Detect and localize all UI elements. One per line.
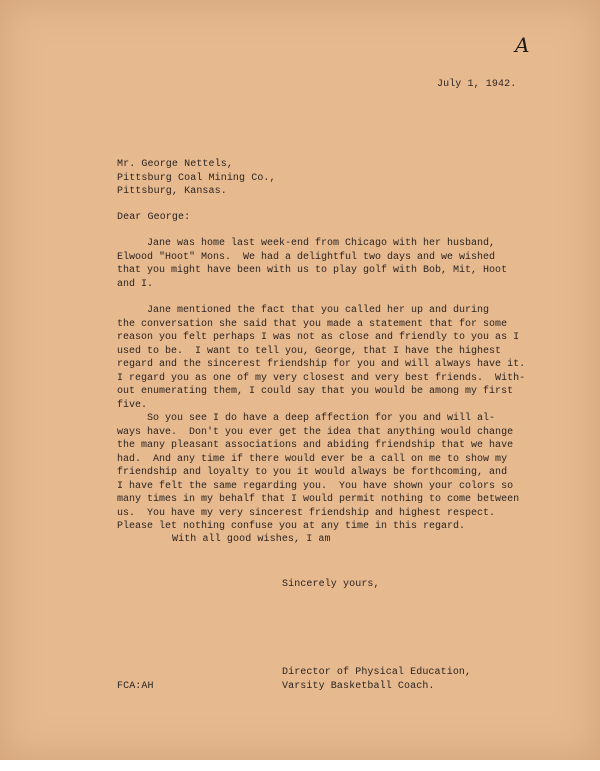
recipient-city: Pittsburg, Kansas. bbox=[117, 186, 227, 197]
recipient-company: Pittsburg Coal Mining Co., bbox=[117, 172, 276, 184]
good-wishes: With all good wishes, I am bbox=[172, 534, 331, 545]
paragraph-line: used to be. I want to tell you, George, that I have the highest bbox=[117, 345, 502, 357]
paragraph-line: the conversation she said that you made a statement that for some bbox=[117, 318, 508, 330]
paragraph-line: Elwood "Hoot" Mons. We had a delightful two days and we wished bbox=[117, 251, 496, 263]
paragraph-2 bbox=[117, 304, 525, 412]
paragraph-line: had. And any time if there would ever be a call on me to show my bbox=[117, 453, 508, 465]
paragraph-line: regard and the sincerest friendship for you and will always have it. bbox=[117, 359, 526, 370]
corner-mark: A bbox=[515, 33, 530, 57]
salutation: Dear George: bbox=[117, 212, 191, 223]
closing: Sincerely yours, bbox=[282, 579, 380, 590]
signature-title-1: Director of Physical Education, bbox=[282, 667, 472, 678]
paragraph-1 bbox=[117, 237, 507, 291]
paragraph-line: out enumerating them, I could say that you would be among my first bbox=[117, 386, 514, 397]
paragraph-line: and I. bbox=[117, 278, 154, 290]
paragraph-line: Jane was home last week-end from Chicago with her husband, bbox=[117, 238, 496, 249]
paragraph-line: ways have. Don't you ever get the idea that anything would change bbox=[117, 426, 514, 438]
paragraph-line: I have felt the same regarding you. You have shown your colors so bbox=[117, 480, 514, 492]
paragraph-line: five. bbox=[117, 399, 148, 411]
paragraph-line: Jane mentioned the fact that you called her up and during bbox=[117, 305, 490, 316]
paragraph-line: the many pleasant associations and abiding friendship that we have bbox=[117, 440, 514, 451]
letter-date: July 1, 1942. bbox=[437, 79, 517, 90]
signature-title-2: Varsity Basketball Coach. bbox=[282, 680, 435, 692]
paragraph-line: So you see I do have a deep affection for you and will al- bbox=[117, 413, 496, 424]
paragraph-line: that you might have been with us to play golf with Bob, Mit, Hoot bbox=[117, 265, 508, 276]
paragraph-line: I regard you as one of my very closest and very best friends. With- bbox=[117, 372, 526, 384]
recipient-name: Mr. George Nettels, bbox=[117, 159, 233, 170]
paragraph-3 bbox=[117, 412, 519, 534]
typist-initials: FCA:AH bbox=[117, 681, 154, 692]
paragraph-line: many times in my behalf that I would permit nothing to come between bbox=[117, 494, 520, 505]
paragraph-line: reason you felt perhaps I was not as close and friendly to you as I bbox=[117, 332, 520, 343]
paragraph-line: us. You have my very sincerest friendship and highest respect. bbox=[117, 507, 496, 519]
paragraph-line: friendship and loyalty to you it would always be forthcoming, and bbox=[117, 467, 508, 478]
paragraph-line: Please let nothing confuse you at any time in this regard. bbox=[117, 521, 466, 532]
